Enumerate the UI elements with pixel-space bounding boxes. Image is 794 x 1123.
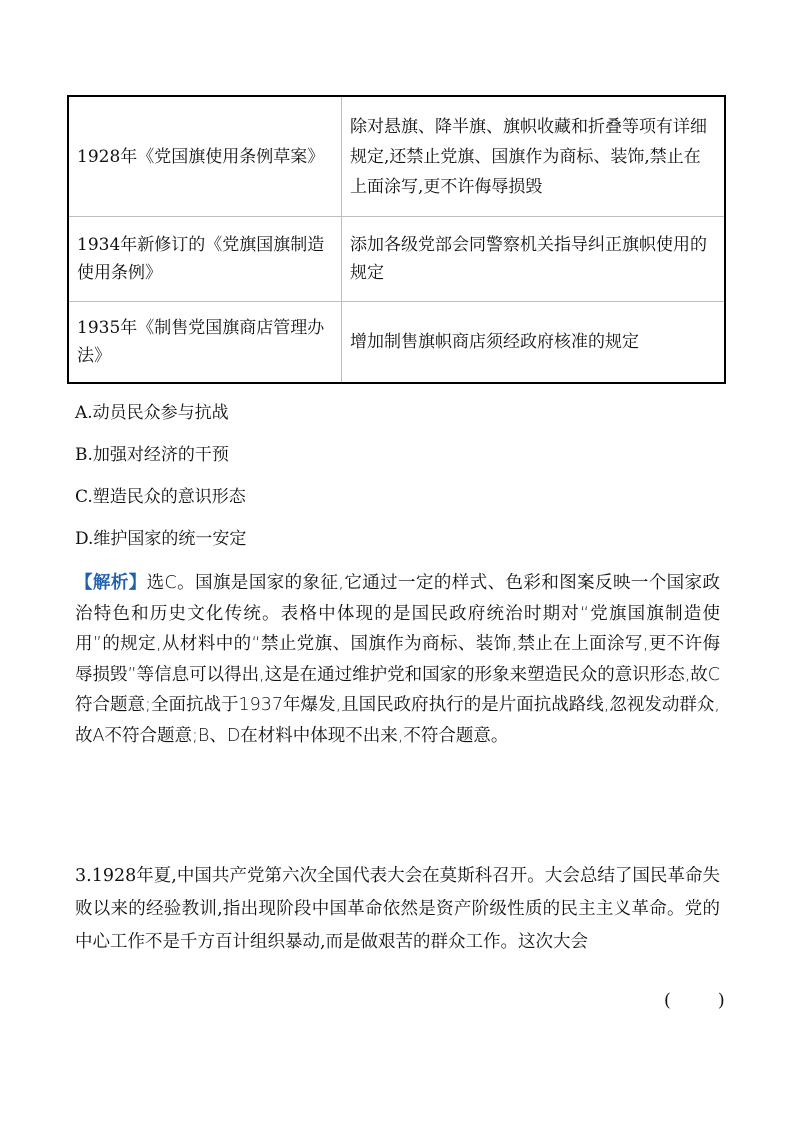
analysis-tag: 【解析】 [75, 573, 147, 593]
answer-options [75, 398, 246, 566]
regulation-content-cell: 增加制售旗帜商店须经政府核准的规定 [342, 302, 726, 384]
option-d: D.维护国家的统一安定 [75, 529, 247, 549]
regulation-name-cell: 1934年新修订的《党旗国旗制造使用条例》 [68, 217, 342, 302]
option-a: A.动员民众参与抗战 [75, 403, 229, 423]
analysis-text: 选C。国旗是国家的象征,它通过一定的样式、色彩和图案反映一个国家政治特色和历史文化传统。表格中体现的是国民政府统治时期对“党旗国旗制造使用”的规定,从材料中的“禁止党旗、国旗作为商标、装饰,禁止在上面涂写,更不许侮辱损毁”等信息可以得出,这是在通过维护党和国家的形象来塑造民众的意识形态,故C符合题意;全面抗战于1937年爆发,且国民政府执行的是片面抗战路线,忽视发动群众,故A不符合题意;B、D在材料中体现不出来,不符合题意。 [75, 573, 721, 746]
analysis-paragraph [75, 568, 720, 751]
table-row [68, 96, 725, 217]
regulation-name-cell: 1928年《党国旗使用条例草案》 [68, 96, 342, 217]
regulations-table [67, 95, 726, 384]
table-row [68, 217, 725, 302]
question-3-stem: 3.1928年夏,中国共产党第六次全国代表大会在莫斯科召开。大会总结了国民革命失败以来的经验教训,指出现阶段中国革命依然是资产阶级性质的民主主义革命。党的中心工作不是千方百计组织暴动,而是做艰苦的群众工作。这次大会 [75, 866, 720, 952]
regulation-content-cell: 添加各级党部会同警察机关指导纠正旗帜使用的规定 [342, 217, 726, 302]
regulation-content-cell: 除对悬旗、降半旗、旗帜收藏和折叠等项有详细规定,还禁止党旗、国旗作为商标、装饰,禁止在上面涂写,更不许侮辱损毁 [342, 96, 726, 217]
regulation-name-cell: 1935年《制售党国旗商店管理办法》 [68, 302, 342, 384]
table-row [68, 302, 725, 384]
option-b: B.加强对经济的干预 [75, 445, 229, 465]
option-c: C.塑造民众的意识形态 [75, 487, 246, 507]
answer-blank: ( ) [664, 991, 729, 1011]
